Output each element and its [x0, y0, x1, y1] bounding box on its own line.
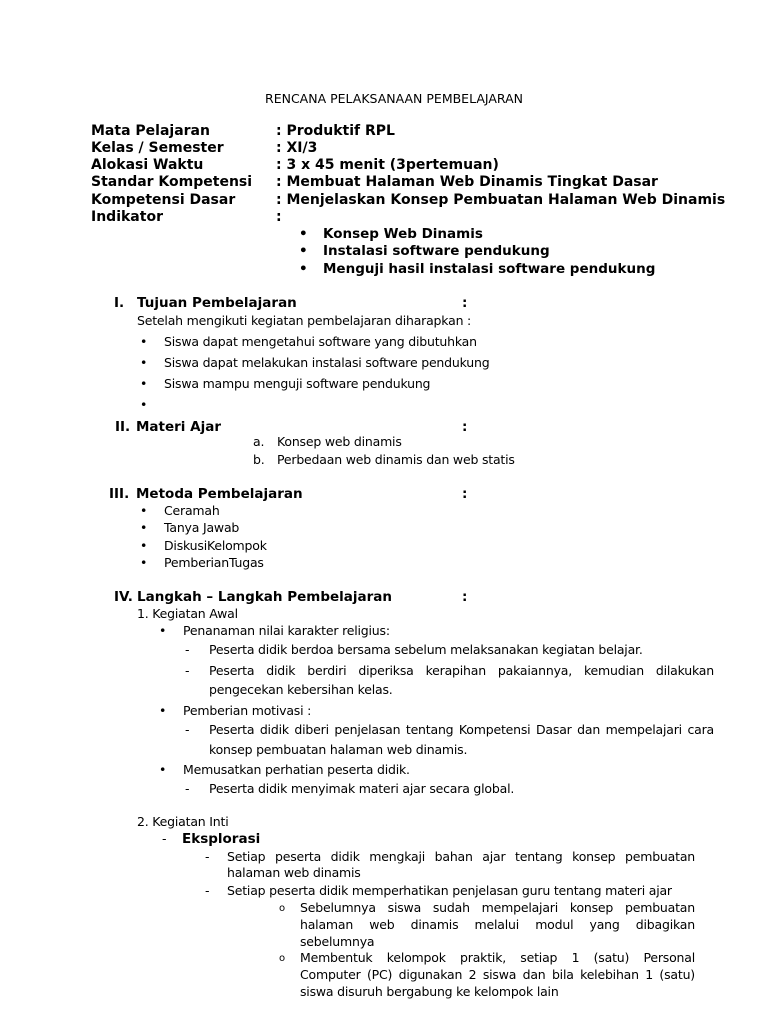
subsection-title: 2. Kegiatan Inti [137, 814, 229, 829]
dash-marker: - [205, 883, 210, 898]
header-label: Kompetensi Dasar [91, 192, 236, 208]
section-number: IV. [114, 589, 133, 605]
list-item: • Siswa dapat mengetahui software yang dibutuhkan [164, 334, 477, 349]
section-title: Metoda Pembelajaran [136, 486, 303, 502]
list-item: • DiskusiKelompok [164, 538, 267, 553]
list-item: Perbedaan web dinamis dan web statis [277, 452, 515, 467]
circle-marker: o [279, 903, 285, 914]
section-number: I. [114, 295, 125, 311]
header-label: Alokasi Waktu [91, 157, 204, 173]
header-label: Kelas / Semester [91, 140, 224, 156]
list-item: Peserta didik berdoa bersama sebelum melaksanakan kegiatan belajar. [209, 642, 643, 657]
list-item: • Siswa mampu menguji software pendukung [164, 376, 430, 391]
list-marker: a. [253, 434, 265, 449]
header-label: Standar Kompetensi [91, 174, 253, 190]
indicator-item: • Instalasi software pendukung [323, 243, 550, 259]
list-item-continuation: halaman web dinamis melalui modul yang dibagikan [300, 917, 695, 932]
dash-marker: - [185, 781, 190, 796]
list-item: Setiap peserta didik mengkaji bahan ajar tentang konsep pembuatan [227, 849, 695, 864]
section-colon: : [462, 589, 468, 605]
list-item-continuation: halaman web dinamis [227, 865, 361, 880]
list-item: • Tanya Jawab [164, 520, 239, 535]
subsection-title: 1. Kegiatan Awal [137, 606, 238, 621]
list-item: Peserta didik berdiri diperiksa kerapihan pakaiannya, kemudian dilakukan [209, 663, 714, 678]
section-title: Tujuan Pembelajaran [137, 295, 297, 311]
indicator-item: • Konsep Web Dinamis [323, 226, 483, 242]
list-item: Setiap peserta didik memperhatikan penjelasan guru tentang materi ajar [227, 883, 672, 898]
list-item: • PemberianTugas [164, 555, 264, 570]
list-item-continuation: konsep pembuatan halaman web dinamis. [209, 742, 468, 757]
header-value: : 3 x 45 menit (3pertemuan) [276, 157, 499, 173]
dash-marker: - [205, 849, 210, 864]
list-item: • Memusatkan perhatian peserta didik. [183, 762, 410, 777]
dash-marker: - [185, 642, 190, 657]
section-title: Materi Ajar [136, 419, 221, 435]
list-item: Membentuk kelompok praktik, setiap 1 (satu) Personal [300, 950, 695, 965]
list-item: • Siswa dapat melakukan instalasi software pendukung [164, 355, 489, 370]
list-item-continuation: Computer (PC) digunakan 2 siswa dan bila kelebihan 1 (satu) [300, 967, 695, 982]
list-item: • Ceramah [164, 503, 220, 518]
circle-marker: o [279, 953, 285, 964]
list-item-continuation: sebelumnya [300, 934, 375, 949]
header-value: : XI/3 [276, 140, 318, 156]
list-item: • Pemberian motivasi : [183, 703, 311, 718]
section-intro: Setelah mengikuti kegiatan pembelajaran diharapkan : [137, 313, 472, 328]
list-marker: b. [253, 452, 265, 467]
document-title: RENCANA PELAKSANAAN PEMBELAJARAN [265, 91, 523, 106]
list-item: Sebelumnya siswa sudah mempelajari konsep pembuatan [300, 900, 695, 915]
section-colon: : [462, 295, 468, 311]
header-value: : Produktif RPL [276, 123, 395, 139]
list-item: Peserta didik menyimak materi ajar secara global. [209, 781, 515, 796]
dash-marker: - [185, 663, 190, 678]
dash-marker: - [162, 831, 167, 846]
section-colon: : [462, 419, 468, 435]
header-value: : Menjelaskan Konsep Pembuatan Halaman Web Dinamis [276, 192, 726, 208]
section-number: III. [109, 486, 130, 502]
section-title: Langkah – Langkah Pembelajaran [137, 589, 393, 605]
header-value: : [276, 209, 282, 225]
header-label: Mata Pelajaran [91, 123, 210, 139]
list-item: • Penanaman nilai karakter religius: [183, 623, 390, 638]
header-label: Indikator [91, 209, 163, 225]
phase-title: Eksplorasi [182, 831, 261, 847]
section-colon: : [462, 486, 468, 502]
header-value: : Membuat Halaman Web Dinamis Tingkat Dasar [276, 174, 658, 190]
list-item: Peserta didik diberi penjelasan tentang Kompetensi Dasar dan mempelajari cara [209, 722, 714, 737]
list-item-continuation: pengecekan kebersihan kelas. [209, 682, 393, 697]
list-item-continuation: siswa disuruh bergabung ke kelompok lain [300, 984, 559, 999]
indicator-item: • Menguji hasil instalasi software pendukung [323, 261, 655, 277]
section-number: II. [115, 419, 131, 435]
dash-marker: - [185, 722, 190, 737]
list-item: Konsep web dinamis [277, 434, 402, 449]
